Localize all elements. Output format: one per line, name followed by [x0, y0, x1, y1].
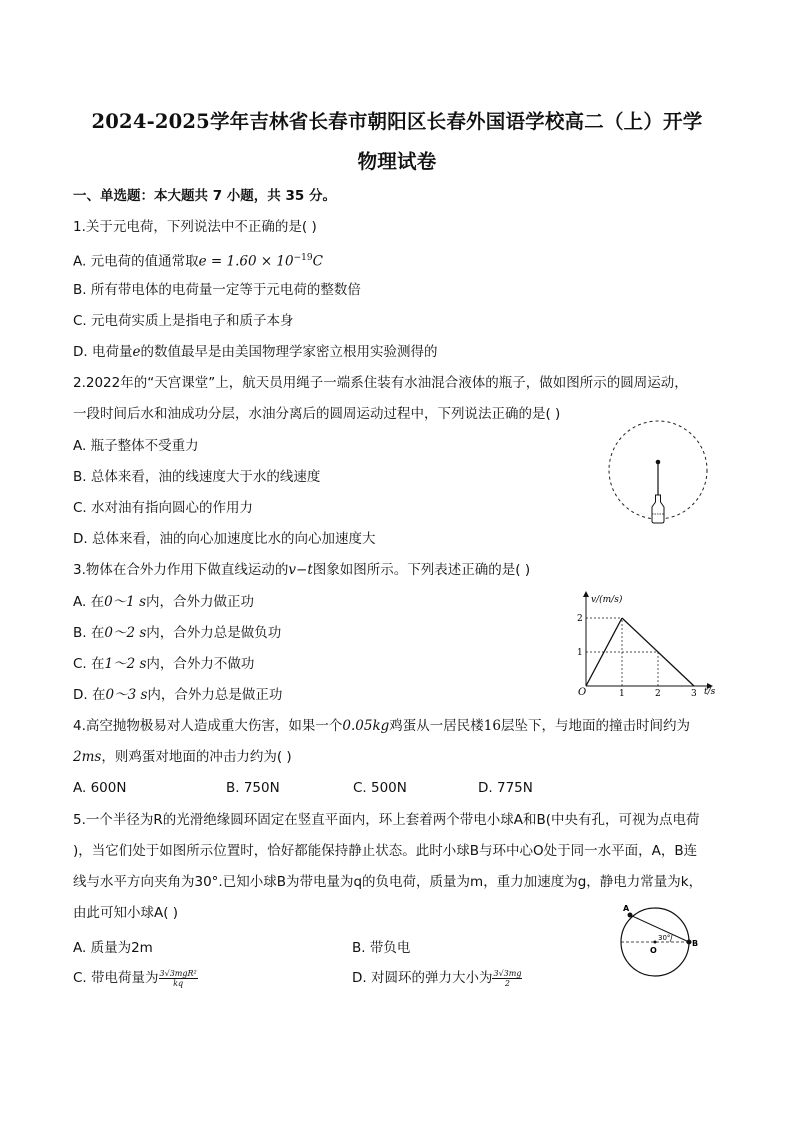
q2-option-d: D. 总体来看，油的向心加速度比水的向心加速度大	[73, 531, 376, 547]
q5-d-pre: D. 对圆环的弹力大小为	[352, 970, 493, 986]
vt-ytick-1: 1	[577, 648, 583, 658]
q4-option-a: A. 600N	[73, 780, 127, 796]
q5-option-c	[73, 966, 198, 988]
q3-stem-post: 图象如图所示。下列表述正确的是( )	[312, 562, 531, 578]
q5-stem-line4: 由此可知小球A( )	[73, 905, 179, 921]
q1-d-post: 的数值最早是由美国物理学家密立根用实验测得的	[140, 344, 438, 360]
vt-xlabel: t/s	[704, 687, 716, 697]
vt-ylabel: v/(m/s)	[591, 595, 623, 605]
q4-stem2-post: ，则鸡蛋对地面的冲击力约为( )	[101, 749, 292, 765]
q1-option-b: B. 所有带电体的电荷量一定等于元电荷的整数倍	[73, 282, 361, 298]
q3-a-post: 内，合外力做正功	[146, 594, 254, 610]
q2-stem-line1: 2.2022年的“天宫课堂”上，航天员用绳子一端系住装有水油混合液体的瓶子，做如图所示的圆周运动，	[73, 375, 688, 391]
q3-option-b	[73, 624, 281, 642]
q5-option-b: B. 带负电	[352, 940, 411, 956]
label-o: O	[650, 946, 657, 955]
q5-c-pre: C. 带电荷量为	[73, 970, 159, 986]
vt-graph	[572, 588, 722, 700]
q2-stem-line2: 一段时间后水和油成功分层，水油分离后的圆周运动过程中，下列说法正确的是( )	[73, 406, 561, 422]
q5-option-a: A. 质量为2m	[73, 940, 153, 956]
q2-option-b: B. 总体来看，油的线速度大于水的线速度	[73, 469, 321, 485]
bottle-icon	[652, 495, 664, 523]
q1-option-d	[73, 343, 437, 361]
q3-stem	[73, 561, 530, 579]
q4-stem-mid: 鸡蛋从一居民楼	[389, 718, 484, 734]
q5-option-d	[352, 966, 522, 988]
q3-option-a	[73, 593, 254, 611]
q3-option-c	[73, 655, 254, 673]
q1-stem: 1.关于元电荷，下列说法中不正确的是( )	[73, 219, 317, 235]
q3-b-pre: B. 在	[73, 625, 105, 641]
label-angle: 30°	[658, 934, 671, 942]
q3-option-d	[73, 686, 282, 704]
vt-xtick-3: 3	[691, 689, 697, 699]
vt-gridlines	[586, 618, 658, 686]
q1-option-c: C. 元电荷实质上是指电子和质子本身	[73, 313, 294, 329]
q5-d-numerator: 3√3mg	[493, 968, 522, 978]
q1-a-unit: C	[312, 253, 323, 270]
q4-stem-mass: 0.05kg	[342, 718, 390, 734]
q2-option-c: C. 水对油有指向圆心的作用力	[73, 500, 254, 516]
q5-d-denominator: 2	[504, 978, 511, 988]
q4-stem-line1	[73, 717, 690, 735]
center-o	[654, 941, 657, 944]
q1-d-pre: D. 电荷量	[73, 344, 133, 360]
q3-stem-pre: 3.物体在合外力作用下做直线运动的	[73, 562, 289, 578]
q1-a-text: A. 元电荷的值通常取	[73, 253, 199, 270]
section-heading: 一、单选题：本大题共 7 小题，共 35 分。	[73, 188, 336, 204]
page-title: 2024-2025学年吉林省长春市朝阳区长春外国语学校高二（上）开学	[91, 110, 703, 133]
q3-a-pre: A. 在	[73, 594, 105, 610]
q1-a-exponent: −19	[293, 253, 313, 263]
q1-option-a	[73, 249, 323, 271]
q3-d-post: 内，合外力总是做正功	[147, 687, 283, 703]
q2-option-a: A. 瓶子整体不受重力	[73, 438, 199, 454]
vt-xtick-2: 2	[655, 689, 661, 699]
page-subtitle: 物理试卷	[357, 150, 437, 173]
q5-c-numerator: 3√3mgR²	[159, 968, 197, 978]
q1-a-formula: e = 1.60 × 10	[198, 253, 294, 270]
q3-c-pre: C. 在	[73, 656, 105, 672]
q5-stem-line2: )，当它们处于如图所示位置时，恰好都能保持静止状态。此时小球B与环中心O处于同一水平面，A，B连	[73, 843, 698, 859]
q3-c-post: 内，合外力不做功	[146, 656, 255, 672]
label-b: B	[692, 939, 698, 948]
q3-b-post: 内，合外力总是做负功	[146, 625, 282, 641]
label-a: A	[623, 904, 630, 913]
q5-c-denominator: kq	[173, 978, 184, 988]
vt-origin-label: O	[578, 687, 587, 698]
q4-option-c: C. 500N	[353, 780, 407, 796]
vt-xtick-1: 1	[619, 689, 625, 699]
q5-stem-line1: 5.一个半径为R的光滑绝缘圆环固定在竖直平面内，环上套着两个带电小球A和B(中央有孔，可视为点电荷	[73, 812, 700, 828]
vt-ytick-2: 2	[577, 614, 583, 624]
q1-d-var: e	[132, 344, 141, 360]
ball-b	[687, 940, 692, 945]
q3-c-math: 1～2 s	[104, 656, 147, 672]
q4-stem-floor: 16	[483, 718, 501, 734]
q4-stem-post: 层坠下，与地面的撞击时间约为	[500, 718, 690, 734]
q5-stem-line3: 线与水平方向夹角为30°.已知小球B为带电量为q的负电荷，质量为m，重力加速度为g，静电力常量为k，	[73, 874, 703, 890]
q3-d-math: 0～3 s	[105, 687, 148, 703]
vt-segment-1	[622, 618, 694, 686]
q5-d-fraction	[492, 969, 522, 988]
bottle-circle-figure	[603, 415, 713, 530]
ring-figure	[612, 898, 698, 986]
q5-c-fraction	[159, 969, 198, 988]
ball-a	[628, 913, 633, 918]
q3-stem-math: v−t	[288, 562, 313, 578]
q4-option-d: D. 775N	[478, 780, 533, 796]
q4-stem-line2	[73, 748, 292, 766]
q3-d-pre: D. 在	[73, 687, 106, 703]
q4-stem-pre: 4.高空抛物极易对人造成重大伤害，如果一个	[73, 718, 343, 734]
q3-b-math: 0～2 s	[104, 625, 147, 641]
q3-a-math: 0～1 s	[104, 594, 146, 610]
q4-option-b: B. 750N	[226, 780, 280, 796]
q4-stem-time: 2ms	[73, 749, 102, 765]
